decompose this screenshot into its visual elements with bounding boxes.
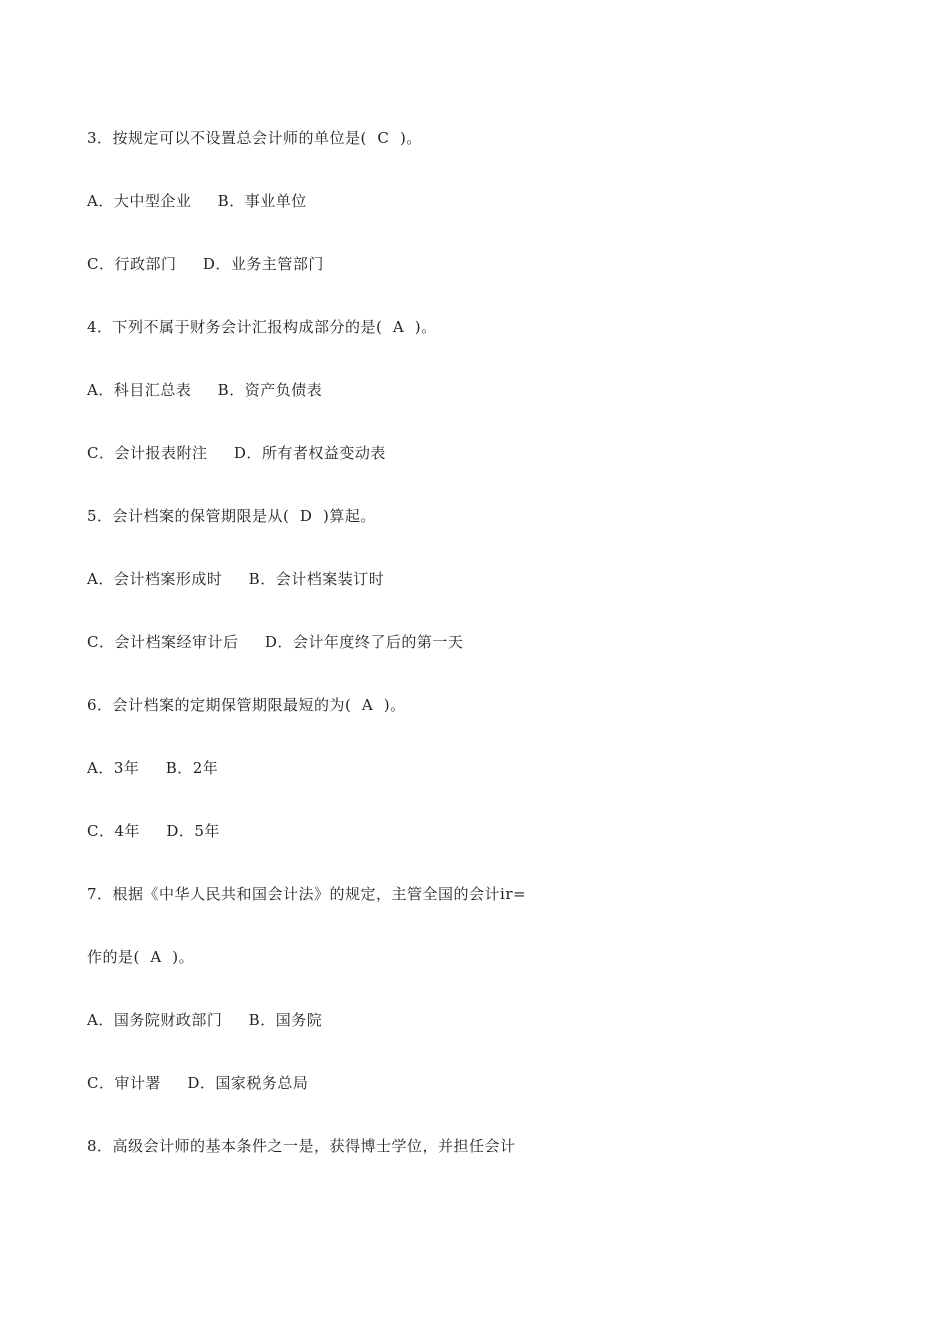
question-4-stem: 4．下列不属于财务会计汇报构成部分的是( A )。 (87, 318, 437, 336)
question-8-stem: 8．高级会计师的基本条件之一是，获得博士学位，并担任会计 (87, 1137, 516, 1155)
question-4-options-ab: A．科目汇总表 B．资产负债表 (87, 381, 323, 399)
question-7-stem: 7．根据《中华人民共和国会计法》的规定，主管全国的会计ir= (87, 885, 527, 903)
question-3-stem: 3．按规定可以不设置总会计师的单位是( C )。 (87, 129, 422, 147)
question-6-options-cd: C．4年 D．5年 (87, 822, 220, 840)
question-7-options-cd: C．审计署 D．国家税务总局 (87, 1074, 309, 1092)
question-7-options-ab: A．国务院财政部门 B．国务院 (87, 1011, 323, 1029)
question-4-options-cd: C．会计报表附注 D．所有者权益变动表 (87, 444, 386, 462)
question-6-stem: 6．会计档案的定期保管期限最短的为( A )。 (87, 696, 406, 714)
question-5-options-ab: A．会计档案形成时 B．会计档案装订时 (87, 570, 385, 588)
question-5-stem: 5．会计档案的保管期限是从( D )算起。 (87, 507, 376, 525)
question-6-options-ab: A．3年 B．2年 (87, 759, 219, 777)
question-5-options-cd: C．会计档案经审计后 D．会计年度终了后的第一天 (87, 633, 464, 651)
question-7-stem-continued: 作的是( A )。 (87, 948, 195, 966)
question-3-options-ab: A．大中型企业 B．事业单位 (87, 192, 307, 210)
question-3-options-cd: C．行政部门 D．业务主管部门 (87, 255, 324, 273)
